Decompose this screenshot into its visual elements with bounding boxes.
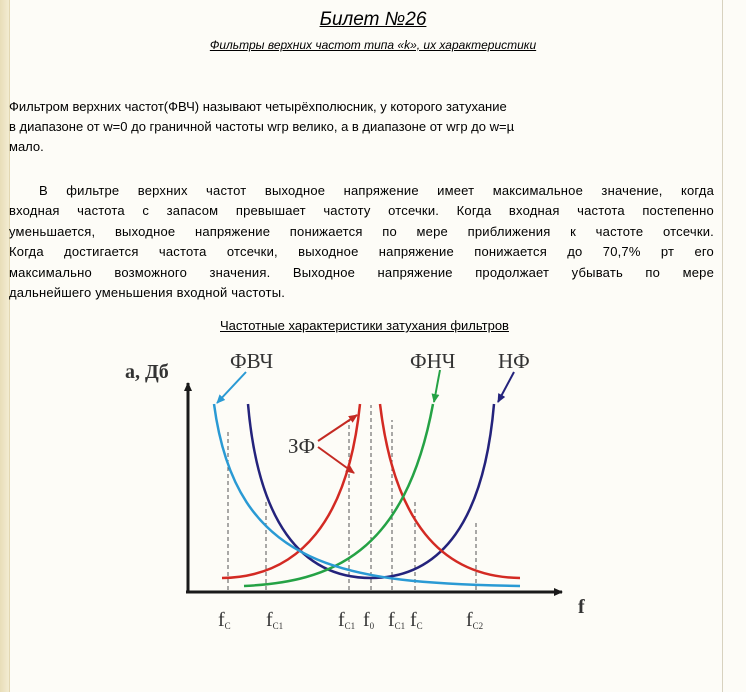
tick-label-fc-right <box>410 609 423 631</box>
curve-bandstop-right <box>380 404 520 578</box>
tick-letter: f <box>338 609 345 631</box>
description-line: В фильтре верхних частот выходное напряжение имеет максимальное значение, когда <box>39 183 714 198</box>
bandpass-label-pointer <box>498 372 514 402</box>
tick-label-fc1-right <box>388 609 405 631</box>
tick-subscript: C2 <box>472 621 484 631</box>
ticket-title: Билет №26 <box>319 9 427 30</box>
tick-label-fc1-mid <box>338 609 355 631</box>
description-line: дальнейшего уменьшения входной частоты. <box>9 285 286 301</box>
description-line: входная частота с запасом превышает частоту отсечки. Когда входная частота постепенно <box>9 203 714 219</box>
tick-subscript: C <box>224 621 231 631</box>
bandstop-curve-label: ЗФ <box>288 434 316 458</box>
tick-label-fc2 <box>466 609 483 631</box>
definition-line: Фильтром верхних частот(ФВЧ) называют четырёхполюсник, у которого затухание <box>9 99 507 114</box>
tick-letter: f <box>218 609 225 631</box>
ticket-subtitle: Фильтры верхних частот типа «k», их характеристики <box>209 38 537 52</box>
lpf-curve-label: ФНЧ <box>410 349 456 373</box>
y-axis-label: a, Дб <box>125 361 169 383</box>
hpf-label-pointer <box>217 372 246 403</box>
tick-subscript: 0 <box>369 621 375 631</box>
tick-letter: f <box>388 609 395 631</box>
bandstop-label-pointer-top <box>318 415 357 441</box>
tick-letter: f <box>363 609 370 631</box>
bandpass-curve-label: НФ <box>498 349 530 373</box>
definition-line: в диапазоне от w=0 до граничной частоты wгр велико, а в диапазоне от wгр до w=µ <box>9 119 515 134</box>
tick-label-fc <box>218 609 231 631</box>
frequency-guide-lines <box>228 405 476 590</box>
tick-letter: f <box>466 609 473 631</box>
tick-label-f0 <box>363 609 375 631</box>
curve-hpf <box>214 404 520 586</box>
chart-caption: Частотные характеристики затухания фильтров <box>220 318 509 333</box>
tick-subscript: C <box>416 621 423 631</box>
x-axis-label: f <box>578 596 585 618</box>
description-line: уменьшается, выходное напряжение понижается по мере приближения к частоте отсечки. <box>9 223 714 239</box>
description-line: максимально возможного значения. Выходное напряжение продолжает убывать по мере <box>9 264 714 280</box>
curve-bandstop-left <box>222 404 360 578</box>
description-line: Когда достигается частота отсечки, выходное напряжение понижается до 70,7% рт его <box>9 244 714 260</box>
hpf-curve-label: ФВЧ <box>230 349 274 373</box>
definition-line: мало. <box>9 139 44 154</box>
tick-subscript: C1 <box>344 621 356 631</box>
tick-letter: f <box>410 609 417 631</box>
x-tick-labels <box>218 609 483 631</box>
tick-subscript: C1 <box>272 621 284 631</box>
tick-label-fc1 <box>266 609 283 631</box>
tick-subscript: C1 <box>394 621 406 631</box>
tick-letter: f <box>266 609 273 631</box>
lpf-label-pointer <box>434 370 440 402</box>
